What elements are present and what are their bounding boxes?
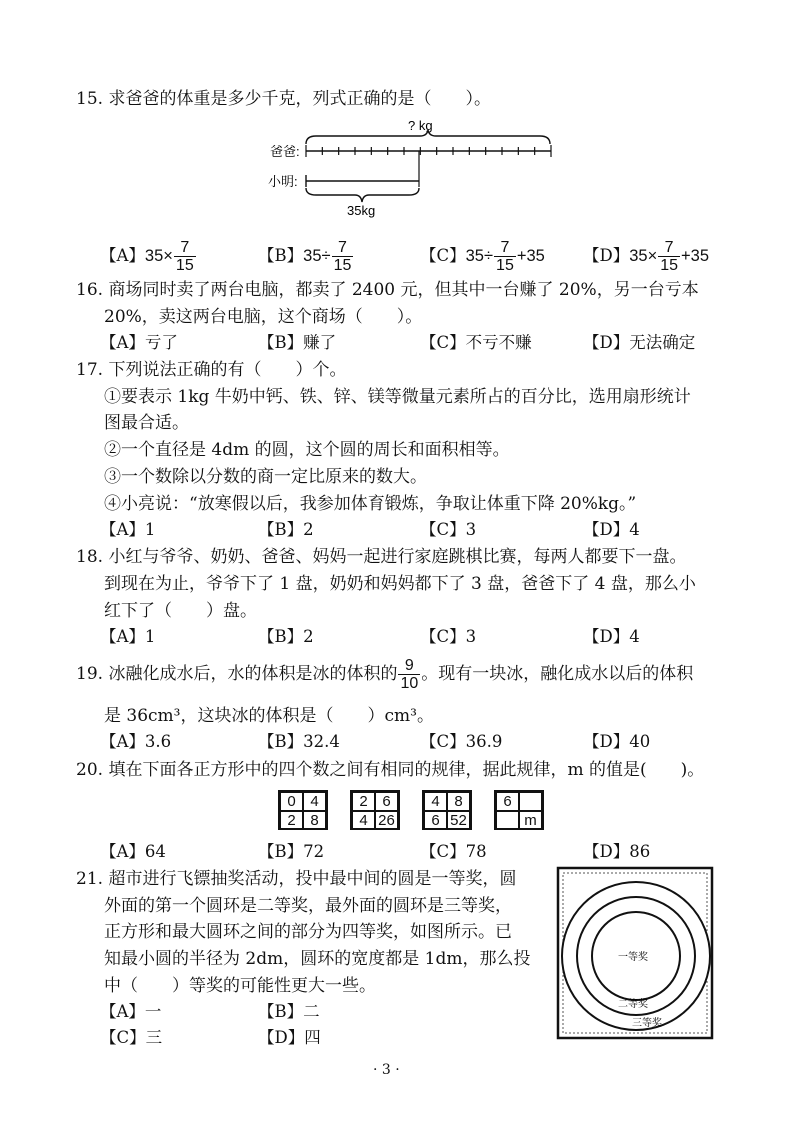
q19-option-b[interactable]: 【B】32.4 [258, 732, 340, 751]
q17-option-a[interactable]: 【A】1 [100, 520, 156, 539]
q21-dartboard-figure [556, 866, 716, 1042]
q18-option-c[interactable]: 【C】3 [420, 627, 477, 646]
q18-option-d[interactable]: 【D】4 [583, 627, 640, 646]
q16-line-2: 20%，卖这两台电脑，这个商场（ ）。 [104, 307, 423, 327]
q16-option-a[interactable]: 【A】亏了 [100, 333, 178, 352]
q20-option-d[interactable]: 【D】86 [583, 842, 651, 861]
q19-line-2: 是 36cm³，这块冰的体积是（ ）cm³。 [104, 706, 434, 726]
q18-line-1: 18. 小红与爷爷、奶奶、爸爸、妈妈一起进行家庭跳棋比赛，每两人都要下一盘。 [76, 547, 687, 567]
q21-label-first: 一等奖 [618, 952, 648, 963]
q20-option-b[interactable]: 【B】72 [258, 842, 325, 861]
q19-option-c[interactable]: 【C】36.9 [420, 732, 503, 751]
q17-statement-3: ③一个数除以分数的商一定比原来的数大。 [104, 467, 427, 487]
q21-option-a[interactable]: 【A】一 [100, 1002, 162, 1021]
q18-line-2: 到现在为止，爷爷下了 1 盘，奶奶和妈妈都下了 3 盘，爸爸下了 4 盘，那么小 [104, 574, 696, 594]
q21-line-5: 中（ ）等奖的可能性更大一些。 [104, 976, 376, 996]
q15-option-d[interactable]: 【D】35× $\frac{7}{15}$ +35 [583, 239, 710, 274]
q21-line-2: 外面的第一个圆环是二等奖，最外面的圆环是三等奖， [104, 896, 512, 916]
q16-option-b[interactable]: 【B】赚了 [258, 333, 337, 352]
q20-square-3: 4 8 6 52 [422, 790, 472, 830]
q15-option-b[interactable]: 【B】35÷ $\frac{7}{15}$ [258, 239, 352, 274]
q17-stem: 17. 下列说法正确的有（ ）个。 [76, 360, 347, 380]
page-number: · 3 · [373, 1062, 400, 1078]
q17-option-c[interactable]: 【C】3 [420, 520, 477, 539]
q18-option-b[interactable]: 【B】2 [258, 627, 314, 646]
q15-total-label: ? kg [408, 118, 433, 133]
q21-option-b[interactable]: 【B】二 [258, 1002, 320, 1021]
q18-line-3: 红下了（ ）盘。 [104, 601, 257, 621]
q20-square-1: 0 4 2 8 [278, 790, 328, 830]
q20-square-4: 6 m [494, 790, 544, 830]
q20-stem: 20. 填在下面各正方形中的四个数之间有相同的规律，据此规律，m 的值是( )。 [76, 760, 705, 780]
q21-line-3: 正方形和最大圆环之间的部分为四等奖，如图所示。已 [104, 922, 512, 942]
q21-label-third: 三等奖 [632, 1018, 662, 1029]
q21-option-d[interactable]: 【D】四 [258, 1028, 321, 1047]
q17-statement-1b: 图最合适。 [104, 413, 189, 433]
q19-line-1: 19. 冰融化成水后，水的体积是冰的体积的 $\frac{9}{10}$ 。现有一块冰，融化成水以后的体积 [76, 657, 694, 692]
q18-option-a[interactable]: 【A】1 [100, 627, 156, 646]
q17-statement-2: ②一个直径是 4dm 的圆，这个圆的周长和面积相等。 [104, 440, 510, 460]
q21-label-second: 二等奖 [618, 999, 648, 1010]
q15-part-label: 35kg [347, 203, 376, 218]
q15-top-brace [306, 130, 550, 144]
q16-line-1: 16. 商场同时卖了两台电脑，都卖了 2400 元，但其中一台赚了 20%，另一台亏本 [76, 280, 699, 300]
q17-option-d[interactable]: 【D】4 [583, 520, 640, 539]
q17-statement-4: ④小亮说：“放寒假以后，我参加体育锻炼，争取让体重下降 20%kg。” [104, 494, 637, 514]
q19-option-a[interactable]: 【A】3.6 [100, 732, 172, 751]
q15-dad-label: 爸爸: [270, 144, 300, 159]
q17-statement-1a: ①要表示 1kg 牛奶中钙、铁、锌、镁等微量元素所占的百分比，选用扇形统计 [104, 387, 691, 407]
q16-option-d[interactable]: 【D】无法确定 [583, 333, 696, 352]
q19-option-d[interactable]: 【D】40 [583, 732, 651, 751]
q20-square-2: 2 6 4 26 [350, 790, 400, 830]
q16-option-c[interactable]: 【C】不亏不赚 [420, 333, 532, 352]
q21-option-c[interactable]: 【C】三 [100, 1028, 163, 1047]
q15-option-c[interactable]: 【C】35÷ $\frac{7}{15}$ +35 [420, 239, 545, 274]
q15-option-a[interactable]: 【A】35× $\frac{7}{15}$ [100, 239, 194, 274]
q21-line-1: 21. 超市进行飞镖抽奖活动，投中最中间的圆是一等奖，圆 [76, 869, 517, 889]
q15-stem: 15. 求爸爸的体重是多少千克，列式正确的是（ ）。 [76, 89, 491, 109]
q20-option-c[interactable]: 【C】78 [420, 842, 487, 861]
q17-option-b[interactable]: 【B】2 [258, 520, 314, 539]
q20-option-a[interactable]: 【A】64 [100, 842, 166, 861]
q15-ming-label: 小明: [268, 174, 298, 189]
q21-line-4: 知最小圆的半径为 2dm，圆环的宽度都是 1dm，那么投 [104, 949, 531, 969]
q15-bottom-brace [306, 188, 419, 202]
